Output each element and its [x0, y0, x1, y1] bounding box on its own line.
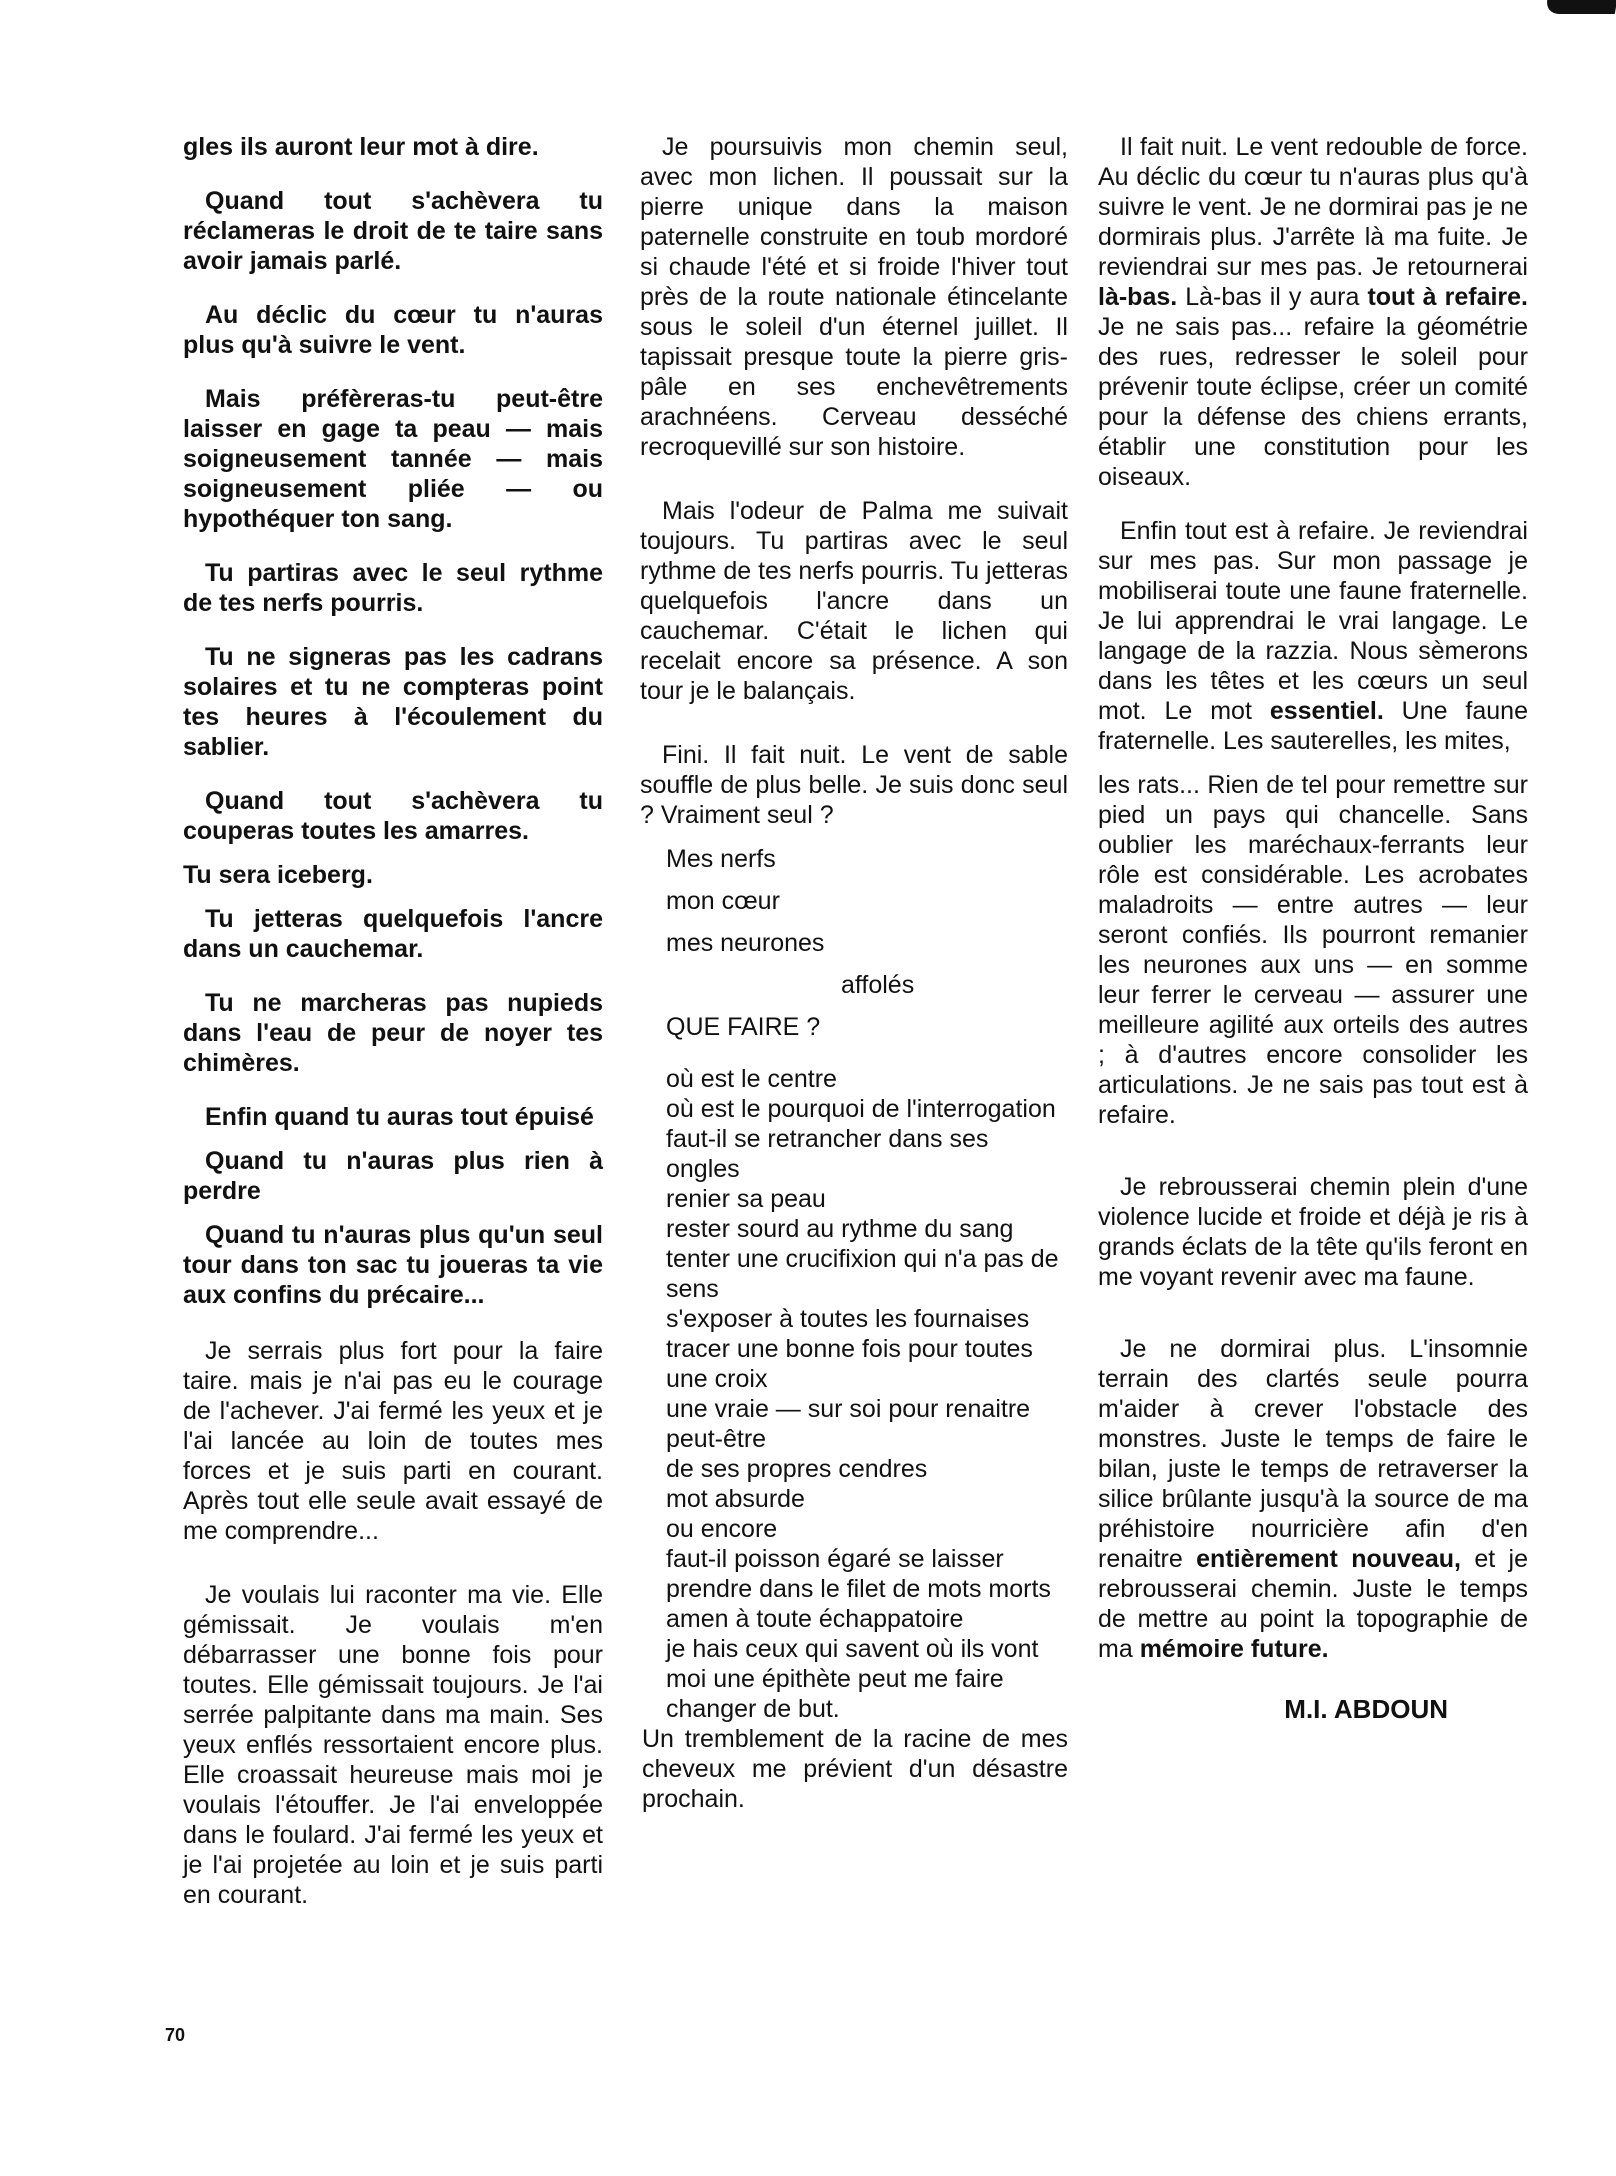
poem-stanza: Mais préfèreras-tu peut-être laisser en gage ta peau — mais soigneusement tannée — mais soigneusement pliée — ou hypothéquer ton sang. — [183, 385, 603, 533]
poem-stanza: Quand tout s'achèvera tu couperas toutes les amarres. — [183, 787, 603, 845]
column-middle — [640, 132, 1068, 1838]
verse-line: renier sa peau — [666, 1185, 826, 1213]
poem-stanza: Tu ne signeras pas les cadrans solaires et tu ne compteras point tes heures à l'écoulement du sablier. — [183, 643, 603, 761]
verse-block — [640, 844, 1068, 1042]
body-paragraph: Mais l'odeur de Palma me suivait toujours. Tu partiras avec le seul rythme de tes nerfs pourris. Tu jetteras quelquefois l'ancre dans un cauchemar. C'était le lichen qui recelait encore sa présence. A son tour je le balançais. — [640, 497, 1068, 705]
column-left — [183, 132, 603, 1934]
emphasis-text: tout à refaire. — [1367, 283, 1528, 311]
emphasis-text: là-bas. — [1098, 283, 1178, 311]
verse-line: où est le pourquoi de l'interrogation — [666, 1095, 1056, 1123]
body-paragraph: Un tremblement de la racine de mes cheveux me prévient d'un désastre prochain. — [642, 1725, 1068, 1813]
verse-line: ou encore — [666, 1515, 778, 1543]
column-right — [1098, 132, 1528, 1725]
poem-stanza: Quand tu n'auras plus qu'un seul tour dans ton sac tu joueras ta vie aux confins du précaire... — [183, 1221, 603, 1309]
verse-line: tenter une crucifixion qui n'a pas de sens — [666, 1245, 1059, 1303]
verse-line: rester sourd au rythme du sang — [666, 1215, 1014, 1243]
text-run: Une faune fraternelle. Les sauterelles, les mites, — [1098, 697, 1528, 755]
author-signature: M.I. ABDOUN — [1284, 1694, 1448, 1724]
page-corner-mark — [1545, 0, 1616, 14]
text-run: Enfin tout est à refaire. Je reviendrai sur mes pas. Sur mon passage je mobiliserai toute une faune fraternelle. Je lui apprendrai le vrai langage. Le langage de la razzia. Nous sèmerons dans les têtes et les cœurs un seul mot. Le mot — [1098, 517, 1528, 725]
verse-line: mes neurones — [666, 929, 825, 957]
body-paragraph: les rats... Rien de tel pour remettre sur pied un pays qui chancelle. Sans oublier les maréchaux-ferrants leur rôle est considérable. Les acrobates maladroits — entre autres — leur seront confiés. Ils pourront remanier les neurones aux uns — en somme leur ferrer le cerveau — assurer une meilleure agilité aux orteils des autres ; à d'autres encore consolider les articulations. Je ne sais pas tout est à refaire. — [1098, 771, 1528, 1129]
body-paragraph — [1098, 516, 1528, 756]
text-run: et je rebrousserai chemin. Juste le temps de mettre au point la topographie de ma — [1098, 1545, 1529, 1663]
body-paragraph: Je rebrousserai chemin plein d'une violence lucide et froide et déjà je ris à grands éclats de la tête qu'ils feront en me voyant revenir avec ma faune. — [1098, 1173, 1528, 1291]
poem-stanza: Tu ne marcheras pas nupieds dans l'eau de peur de noyer tes chimères. — [183, 989, 603, 1077]
verse-line: affolés — [841, 971, 915, 999]
body-paragraph: Je poursuivis mon chemin seul, avec mon lichen. Il poussait sur la pierre unique dans la maison paternelle construite en toub mordoré si chaude l'été et si froide l'hiver tout près de la route nationale étincelante sous le soleil d'un éternel juillet. Il tapissait presque toute la pierre gris-pâle en ses enchevêtrements arachnéens. Cerveau desséché recroquevillé sur son histoire. — [640, 133, 1068, 461]
poem-stanza: Tu partiras avec le seul rythme de tes nerfs pourris. — [183, 559, 603, 617]
verse-line: mon cœur — [666, 887, 780, 915]
verse-line: de ses propres cendres — [666, 1455, 928, 1483]
verse-list — [640, 1064, 1068, 1724]
body-paragraph: Je voulais lui raconter ma vie. Elle gémissait. Je voulais m'en débarrasser une bonne fois pour toutes. Elle gémissait toujours. Je l'ai serrée palpitante dans ma main. Ses yeux enflés ressortaient encore plus. Elle croassait heureuse mais moi je voulais l'étouffer. Je l'ai enveloppée dans le foulard. J'ai fermé les yeux et je l'ai projetée au loin et je suis parti en courant. — [183, 1581, 603, 1909]
body-paragraph: Je serrais plus fort pour la faire taire. mais je n'ai pas eu le courage de l'achever. J'ai fermé les yeux et je l'ai lancée au loin de toutes mes forces et je suis parti en courant. Après tout elle seule avait essayé de me comprendre... — [183, 1337, 603, 1545]
poem-stanza: Tu jetteras quelquefois l'ancre dans un cauchemar. — [183, 905, 603, 963]
verse-line: je hais ceux qui savent où ils vont — [666, 1635, 1039, 1663]
emphasis-text: entièrement nouveau, — [1196, 1545, 1461, 1573]
emphasis-text: essentiel. — [1269, 697, 1384, 725]
text-run: Là-bas il y aura — [1177, 283, 1368, 311]
emphasis-text: mémoire future. — [1139, 1635, 1329, 1663]
poem-stanza: Au déclic du cœur tu n'auras plus qu'à suivre le vent. — [183, 301, 603, 359]
verse-line: Mes nerfs — [666, 845, 776, 873]
text-run: Je ne dormirai plus. L'insomnie terrain des clartés seule pourra m'aider à crever l'obstacle des monstres. Juste le temps de faire le bilan, juste le temps de retraverser la silice brûlante jusqu'à la source de ma préhistoire nourricière afin d'en renaitre — [1098, 1335, 1528, 1573]
poem-stanza: Quand tout s'achèvera tu réclameras le droit de te taire sans avoir jamais parlé. — [183, 187, 603, 275]
verse-line: tracer une bonne fois pour toutes une croix — [666, 1335, 1033, 1393]
poem-stanza: Enfin quand tu auras tout épuisé — [205, 1103, 594, 1131]
verse-line: s'exposer à toutes les fournaises — [666, 1305, 1030, 1333]
verse-line: amen à toute échappatoire — [666, 1605, 964, 1633]
verse-line: mot absurde — [666, 1485, 805, 1513]
text-run: Il fait nuit. Le vent redouble de force. Au déclic du cœur tu n'auras plus qu'à suivre le vent. Je ne dormirai pas je ne dormirais plus. J'arrête là ma fuite. Je reviendrai sur mes pas. Je retournerai — [1098, 133, 1528, 281]
body-paragraph — [1098, 132, 1528, 492]
verse-line: où est le centre — [666, 1065, 837, 1093]
verse-line: moi une épithète peut me faire changer de but. — [666, 1665, 1004, 1723]
poem-stanza: Tu sera iceberg. — [183, 861, 373, 889]
verse-line: une vraie — sur soi pour renaitre peut-être — [666, 1395, 1031, 1453]
poem-stanza: gles ils auront leur mot à dire. — [183, 133, 539, 161]
verse-heading: QUE FAIRE ? — [666, 1013, 821, 1041]
verse-line: faut-il poisson égaré se laisser prendre dans le filet de mots morts — [666, 1545, 1051, 1603]
body-paragraph — [1098, 1334, 1528, 1664]
verse-line: faut-il se retrancher dans ses ongles — [666, 1125, 989, 1183]
body-paragraph: Fini. Il fait nuit. Le vent de sable souffle de plus belle. Je suis donc seul ? Vraiment seul ? — [640, 741, 1068, 829]
poem-stanza: Quand tu n'auras plus rien à perdre — [183, 1147, 603, 1205]
text-run: Je ne sais pas... refaire la géométrie des rues, redresser le soleil pour prévenir toute éclipse, créer un comité pour la défense des chiens errants, établir une constitution pour les oiseaux. — [1098, 313, 1528, 491]
page-number: 70 — [165, 2025, 186, 2045]
